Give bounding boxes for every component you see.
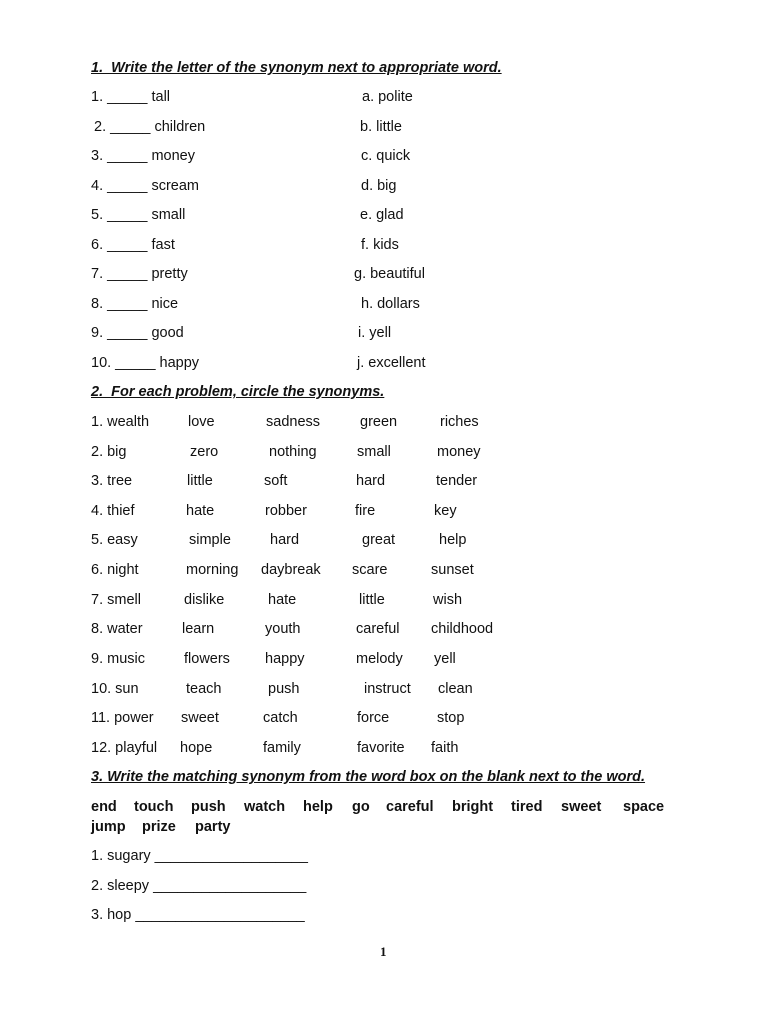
- synonym-choice: simple: [189, 532, 231, 548]
- synonym-row-word: 11. power: [91, 710, 154, 726]
- synonym-choice: zero: [190, 444, 219, 460]
- synonym-row-word: 10. sun: [91, 681, 139, 697]
- synonym-row-word: 8. water: [91, 621, 143, 637]
- synonym-choice: key: [434, 503, 457, 519]
- synonym-choice: wish: [433, 592, 463, 608]
- synonym-choice: scare: [352, 562, 388, 578]
- synonym-row-word: 6. night: [91, 562, 139, 578]
- section-1-item-left: 9. _____ good: [91, 325, 184, 341]
- synonym-choice: help: [439, 532, 467, 548]
- fill-in-item: 2. sleepy ___________________: [91, 878, 307, 894]
- section-1-item-right: f. kids: [361, 237, 399, 253]
- section-1-item-left: 2. _____ children: [94, 119, 206, 135]
- synonym-choice: happy: [265, 651, 305, 667]
- synonym-row-word: 9. music: [91, 651, 145, 667]
- synonym-choice: soft: [264, 473, 288, 489]
- synonym-choice: dislike: [184, 592, 225, 608]
- synonym-choice: love: [188, 414, 215, 430]
- section-1-item-right: g. beautiful: [354, 266, 425, 282]
- section-1-item-right: d. big: [361, 178, 397, 194]
- section-1-item-right: b. little: [360, 119, 402, 135]
- synonym-choice: melody: [356, 651, 403, 667]
- section-1-item-right: c. quick: [361, 148, 411, 164]
- section-1-item-right: i. yell: [358, 325, 392, 341]
- word-box-word: push: [191, 799, 226, 815]
- synonym-choice: hard: [270, 532, 300, 548]
- synonym-row-word: 7. smell: [91, 592, 141, 608]
- synonym-choice: stop: [437, 710, 465, 726]
- synonym-choice: push: [268, 681, 300, 697]
- section-1-item-right: h. dollars: [361, 296, 420, 312]
- synonym-choice: hate: [268, 592, 297, 608]
- synonym-choice: fire: [355, 503, 376, 519]
- synonym-choice: childhood: [431, 621, 494, 637]
- word-box-word: careful: [386, 799, 434, 815]
- synonym-choice: riches: [440, 414, 479, 430]
- synonym-choice: sadness: [266, 414, 321, 430]
- section-1-item-right: j. excellent: [357, 355, 426, 371]
- section-1-item-left: 10. _____ happy: [91, 355, 200, 371]
- synonym-choice: youth: [265, 621, 301, 637]
- synonym-choice: sweet: [181, 710, 219, 726]
- word-box-word: prize: [142, 819, 176, 835]
- synonym-choice: little: [359, 592, 385, 608]
- fill-in-item: 3. hop _____________________: [91, 907, 305, 923]
- synonym-choice: favorite: [357, 740, 405, 756]
- section-1-item-left: 6. _____ fast: [91, 237, 175, 253]
- section-1-item-right: e. glad: [360, 207, 404, 223]
- synonym-choice: flowers: [184, 651, 230, 667]
- synonym-choice: hard: [356, 473, 386, 489]
- synonym-choice: sunset: [431, 562, 474, 578]
- synonym-choice: little: [187, 473, 213, 489]
- section-1-item-right: a. polite: [362, 89, 413, 105]
- synonym-choice: family: [263, 740, 301, 756]
- word-box-word: party: [195, 819, 231, 835]
- synonym-choice: careful: [356, 621, 400, 637]
- section-3-heading: 3. Write the matching synonym from the word box on the blank next to the word.: [91, 769, 646, 785]
- page-number: 1: [380, 944, 387, 959]
- section-2-heading: 2. For each problem, circle the synonyms.: [91, 384, 385, 400]
- synonym-choice: yell: [434, 651, 456, 667]
- section-1-item-left: 5. _____ small: [91, 207, 186, 223]
- section-1-item-left: 4. _____ scream: [91, 178, 200, 194]
- section-1-item-left: 1. _____ tall: [91, 89, 171, 105]
- word-box-word: jump: [91, 819, 126, 835]
- word-box-word: watch: [244, 799, 286, 815]
- synonym-choice: tender: [436, 473, 478, 489]
- synonym-row-word: 2. big: [91, 444, 127, 460]
- synonym-row-word: 1. wealth: [91, 414, 150, 430]
- section-1-heading: 1. Write the letter of the synonym next to appropriate word.: [91, 60, 502, 76]
- word-box-word: space: [623, 799, 665, 815]
- synonym-choice: morning: [186, 562, 239, 578]
- word-box-word: help: [303, 799, 333, 815]
- synonym-choice: clean: [438, 681, 473, 697]
- synonym-row-word: 4. thief: [91, 503, 135, 519]
- synonym-choice: small: [357, 444, 391, 460]
- synonym-row-word: 3. tree: [91, 473, 133, 489]
- word-box-word: touch: [134, 799, 174, 815]
- word-box-word: go: [352, 799, 370, 815]
- synonym-choice: money: [437, 444, 481, 460]
- synonym-choice: learn: [182, 621, 215, 637]
- fill-in-item: 1. sugary ___________________: [91, 848, 308, 864]
- word-box-word: tired: [511, 799, 543, 815]
- synonym-choice: robber: [265, 503, 307, 519]
- synonym-choice: force: [357, 710, 390, 726]
- word-box-word: bright: [452, 799, 494, 815]
- section-1-item-left: 3. _____ money: [91, 148, 195, 164]
- section-1-item-left: 8. _____ nice: [91, 296, 179, 312]
- word-box-word: sweet: [561, 799, 602, 815]
- synonym-row-word: 12. playful: [91, 740, 158, 756]
- synonym-choice: hate: [186, 503, 215, 519]
- synonym-choice: hope: [180, 740, 213, 756]
- synonym-choice: green: [360, 414, 398, 430]
- synonym-choice: faith: [431, 740, 459, 756]
- synonym-choice: teach: [186, 681, 222, 697]
- word-box-word: end: [91, 799, 117, 815]
- synonym-choice: nothing: [269, 444, 317, 460]
- synonym-choice: daybreak: [261, 562, 321, 578]
- synonym-choice: great: [362, 532, 396, 548]
- section-1-item-left: 7. _____ pretty: [91, 266, 188, 282]
- synonym-row-word: 5. easy: [91, 532, 138, 548]
- synonym-choice: instruct: [364, 681, 411, 697]
- synonym-choice: catch: [263, 710, 298, 726]
